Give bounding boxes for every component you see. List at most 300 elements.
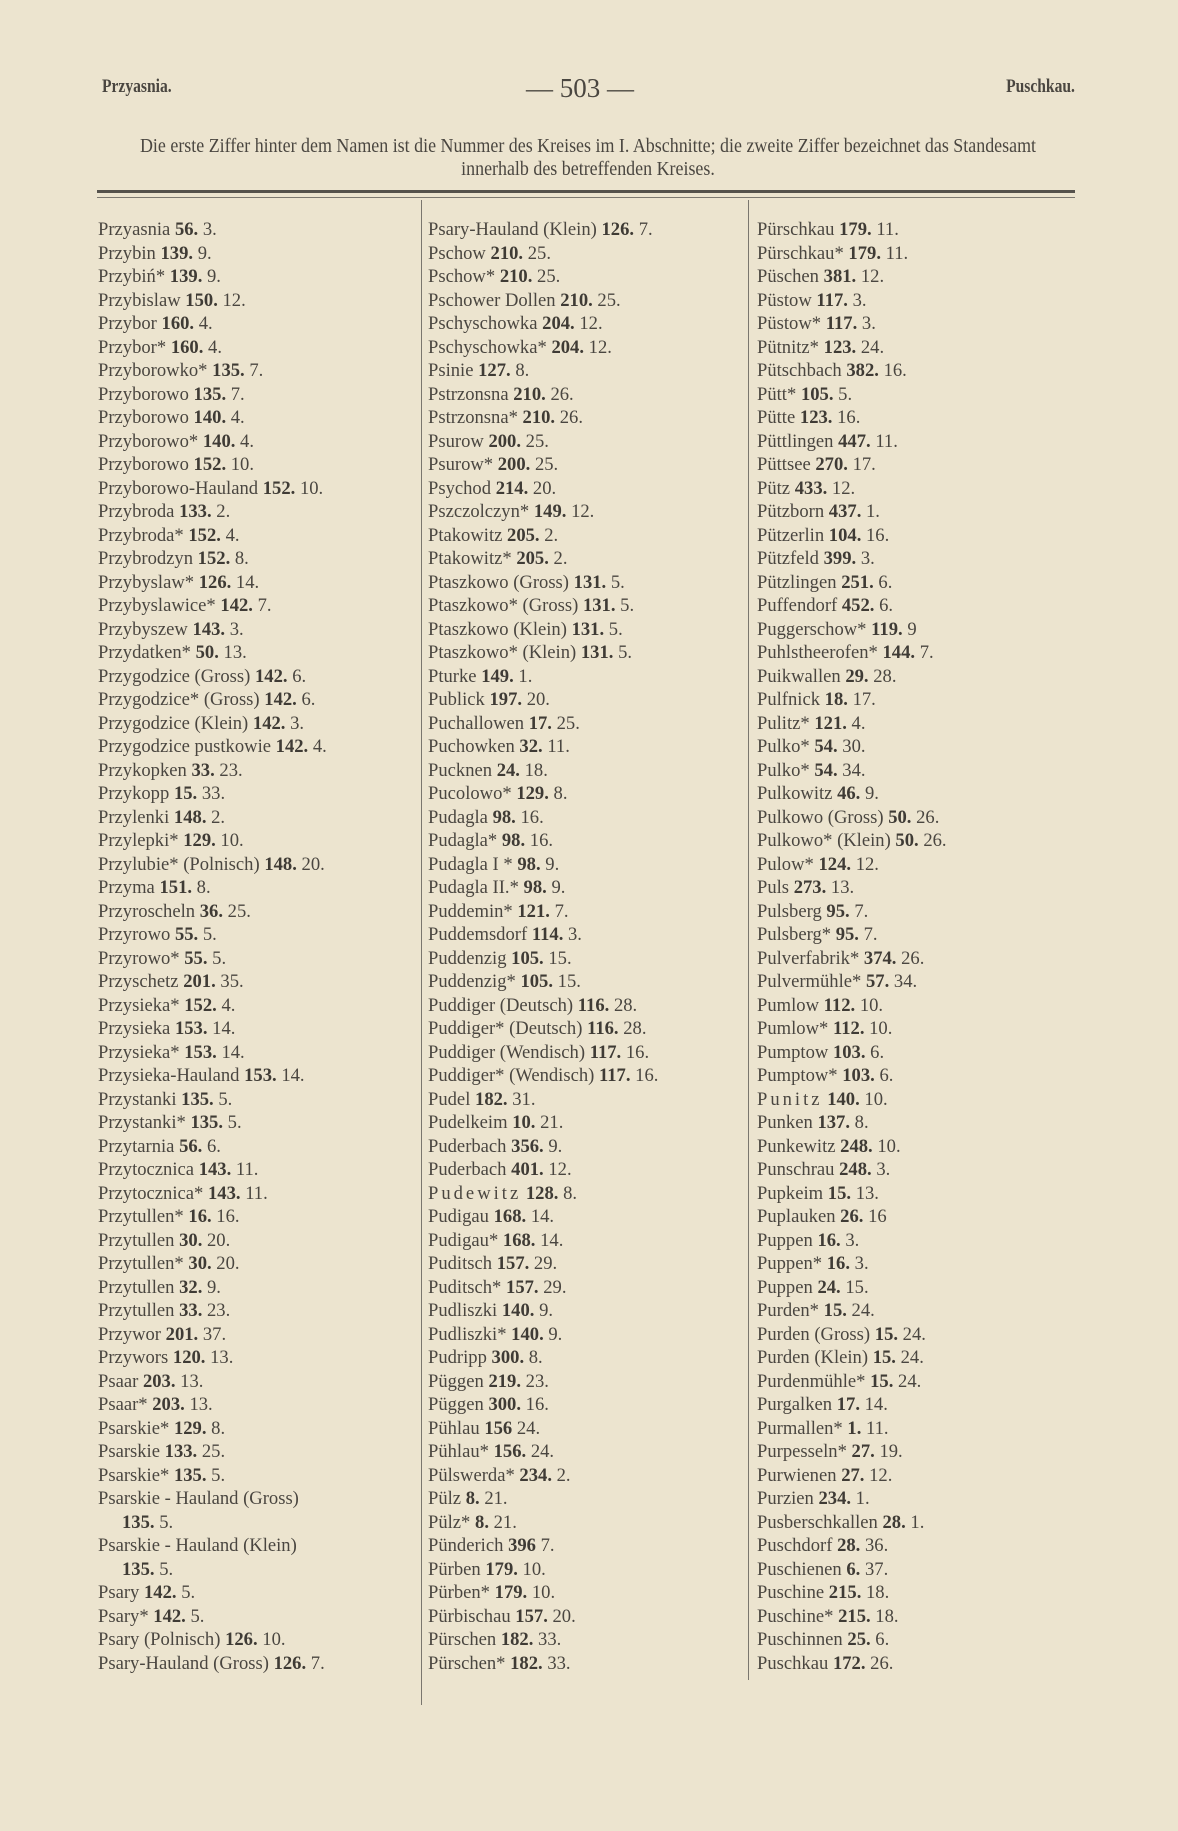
kreis-number: 15. <box>173 783 198 804</box>
place-name: Puls <box>757 877 790 898</box>
place-name: Purden (Gross) <box>757 1323 871 1345</box>
standesamt-number: 17. <box>852 689 876 710</box>
standesamt-number: 5. <box>620 595 635 616</box>
standesamt-number: 17. <box>852 454 876 475</box>
place-name: Pützborn <box>757 501 825 522</box>
place-name: Przygodzice* (Gross) <box>98 689 260 710</box>
kreis-number: 121. <box>517 900 550 922</box>
kreis-number: 160. <box>170 336 204 358</box>
place-name: Pudel <box>428 1088 471 1110</box>
running-head-first-entry: Przyasnia. <box>102 76 172 97</box>
kreis-number: 129. <box>516 783 549 804</box>
place-name: Puschine* <box>757 1605 834 1627</box>
index-entry <box>428 1064 746 1088</box>
place-name: Puddenzig <box>428 947 507 969</box>
place-name: Puschdorf <box>757 1535 833 1556</box>
kreis-number: 28. <box>882 1511 906 1533</box>
kreis-number: 201. <box>183 971 216 992</box>
kreis-number: 248. <box>839 1159 872 1180</box>
kreis-number: 251. <box>841 571 874 593</box>
index-entry <box>757 759 1075 783</box>
index-entry <box>757 1534 1075 1558</box>
standesamt-number: 25. <box>556 712 580 734</box>
standesamt-number: 8. <box>234 548 249 569</box>
standesamt-number: 24. <box>530 1441 555 1462</box>
kreis-number: 103. <box>832 1041 866 1063</box>
standesamt-number: 6. <box>879 1065 894 1086</box>
place-name: Pürschen <box>428 1629 497 1650</box>
standesamt-number: 33. <box>547 1652 571 1674</box>
index-entry <box>428 594 746 618</box>
kreis-number: 143. <box>198 1159 232 1180</box>
kreis-number: 50. <box>195 642 219 663</box>
standesamt-number: 25. <box>527 242 551 264</box>
kreis-number: 140. <box>193 407 227 428</box>
index-entry <box>98 524 420 548</box>
place-name: Przyborowo-Hauland <box>98 477 259 499</box>
index-entry <box>428 1487 746 1511</box>
index-entry <box>98 1581 420 1605</box>
kreis-number: 210. <box>513 383 546 405</box>
kreis-number: 56. <box>179 1135 203 1157</box>
place-name: Przylepki* <box>98 830 179 851</box>
place-name: Przybyslawice* <box>98 595 216 616</box>
kreis-number: 148. <box>173 806 207 828</box>
index-entry <box>757 524 1075 548</box>
standesamt-number: 11. <box>235 1159 259 1180</box>
standesamt-number: 7. <box>554 900 569 922</box>
place-name: Puschinnen <box>757 1629 843 1650</box>
standesamt-number: 2. <box>216 501 231 522</box>
place-name: Pulvermühle* <box>757 971 862 992</box>
kreis-number: 142. <box>143 1582 177 1603</box>
index-entry <box>757 1017 1075 1041</box>
place-name: Pütnitz* <box>757 336 819 358</box>
index-entry <box>757 1393 1075 1417</box>
place-name: Pulkowo* (Klein) <box>757 830 891 851</box>
place-name: Przybrodzyn <box>98 548 194 569</box>
index-entry <box>98 1487 420 1534</box>
standesamt-number: 10. <box>262 1629 286 1650</box>
standesamt-number: 16. <box>529 830 554 851</box>
kreis-number: 204. <box>551 336 584 358</box>
index-entry <box>757 1299 1075 1323</box>
index-entry <box>98 453 420 477</box>
place-name: Puddiger (Wendisch) <box>428 1041 586 1063</box>
kreis-number: 112. <box>823 994 856 1016</box>
standesamt-number: 18. <box>875 1605 899 1627</box>
index-entry <box>428 853 746 877</box>
kreis-number: 210. <box>560 289 593 311</box>
standesamt-number: 28. <box>613 994 638 1016</box>
kreis-number: 24. <box>496 759 520 781</box>
standesamt-number: 8. <box>528 1347 543 1368</box>
kreis-number: 179. <box>839 219 872 240</box>
standesamt-number: 5. <box>159 1511 174 1533</box>
standesamt-number: 12. <box>860 266 885 287</box>
standesamt-number: 2. <box>544 524 559 546</box>
kreis-number: 168. <box>493 1206 527 1227</box>
column-divider <box>748 200 749 1680</box>
place-name: Przykopp <box>98 783 170 804</box>
standesamt-number: 11. <box>876 219 899 240</box>
index-entry <box>98 829 420 853</box>
standesamt-number: 21. <box>484 1488 508 1509</box>
kreis-number: 182. <box>475 1088 508 1110</box>
standesamt-number: 37. <box>864 1558 889 1580</box>
index-entry <box>757 1111 1075 1135</box>
index-entry <box>757 571 1075 595</box>
kreis-number: 36. <box>199 900 223 922</box>
index-entry <box>98 970 420 994</box>
place-name: Purden (Klein) <box>757 1347 869 1368</box>
kreis-number: 382. <box>846 360 879 381</box>
kreis-number: 98. <box>517 853 541 875</box>
kreis-number: 16. <box>826 1253 850 1274</box>
header-rule-thin <box>97 197 1075 198</box>
kreis-number: 126. <box>601 219 635 240</box>
place-name: Przybor* <box>98 336 167 358</box>
kreis-number: 135. <box>190 1112 223 1133</box>
standesamt-number: 26. <box>550 383 574 405</box>
kreis-number: 210. <box>490 242 524 264</box>
index-entry <box>757 829 1075 853</box>
place-name: Przybroda* <box>98 524 184 546</box>
place-name: Pulko* <box>757 759 810 781</box>
place-name: Pürschkau <box>757 219 835 240</box>
kreis-number: 142. <box>153 1605 186 1627</box>
index-entry <box>428 806 746 830</box>
standesamt-number: 26. <box>559 407 583 428</box>
standesamt-number: 20. <box>216 1253 240 1274</box>
kreis-number: 112. <box>832 1018 865 1039</box>
place-name: Przyasnia <box>98 219 171 240</box>
standesamt-number: 24. <box>851 1300 875 1321</box>
kreis-number: 133. <box>164 1441 198 1462</box>
place-name: Przybroda <box>98 501 175 522</box>
index-entry <box>757 1088 1075 1112</box>
standesamt-number: 9. <box>864 783 879 804</box>
standesamt-number: 11. <box>885 242 909 264</box>
index-entry <box>428 1370 746 1394</box>
standesamt-number: 3. <box>852 289 867 311</box>
place-name: Psurow* <box>428 454 494 475</box>
kreis-number: 131. <box>571 618 605 640</box>
standesamt-number: 12. <box>571 501 595 522</box>
index-entry <box>98 430 420 454</box>
kreis-number: 140. <box>827 1088 860 1110</box>
index-entry <box>98 594 420 618</box>
place-name: Püggen <box>428 1370 484 1392</box>
kreis-number: 56. <box>174 219 199 240</box>
kreis-number: 142. <box>275 736 309 757</box>
kreis-number: 135. <box>181 1088 214 1110</box>
index-entry <box>428 1581 746 1605</box>
place-name: Puddemsdorf <box>428 924 528 945</box>
place-name: Pützfeld <box>757 548 819 569</box>
index-entry <box>98 242 420 266</box>
place-name: Przyborowo* <box>98 430 199 452</box>
place-name: Psychod <box>428 477 492 499</box>
kreis-number: 142. <box>220 595 253 616</box>
kreis-number: 8. <box>475 1511 489 1533</box>
place-name: Pschow* <box>428 266 496 287</box>
kreis-number: 103. <box>842 1065 875 1086</box>
standesamt-number: 11. <box>547 736 570 757</box>
kreis-number: 135. <box>173 1464 207 1486</box>
place-name: Psary <box>98 1582 140 1603</box>
place-name: Punkewitz <box>757 1135 836 1157</box>
header-rule-thick <box>97 190 1075 193</box>
place-name: Przygodzice (Klein) <box>98 712 249 734</box>
standesamt-number: 5. <box>212 947 227 969</box>
kreis-number: 234. <box>519 1464 552 1486</box>
kreis-number: 234. <box>818 1488 852 1509</box>
index-column-1 <box>98 218 420 1675</box>
standesamt-number: 23. <box>525 1370 549 1392</box>
standesamt-number: 12. <box>222 289 246 311</box>
place-name: Purzien <box>757 1488 814 1509</box>
standesamt-number: 10. <box>522 1558 546 1580</box>
place-name: Pützerlin <box>757 524 825 546</box>
place-name: Pulfnick <box>757 689 821 710</box>
place-name: Psarskie <box>98 1441 160 1462</box>
standesamt-number: 14. <box>530 1206 555 1227</box>
kreis-number: 128. <box>525 1182 559 1204</box>
kreis-number: 157. <box>506 1276 539 1298</box>
kreis-number: 28. <box>837 1535 861 1556</box>
index-entry <box>757 594 1075 618</box>
index-entry <box>98 1205 420 1229</box>
kreis-number: 104. <box>828 524 862 546</box>
place-name: Pühlau* <box>428 1441 489 1462</box>
standesamt-number: 30. <box>842 736 866 757</box>
place-name: Psary (Polnisch) <box>98 1629 221 1650</box>
kreis-number: 131. <box>573 571 607 593</box>
place-name: Pudagla <box>428 806 488 828</box>
kreis-number: 24. <box>817 1276 841 1298</box>
standesamt-number: 9 <box>907 618 917 640</box>
index-entry <box>98 712 420 736</box>
place-name: Pützlingen <box>757 571 837 593</box>
index-entry <box>757 1229 1075 1253</box>
kreis-number: 197. <box>489 689 523 710</box>
index-entry <box>98 735 420 759</box>
index-entry <box>428 218 746 242</box>
standesamt-number: 3. <box>202 219 217 240</box>
standesamt-number: 14. <box>221 1041 245 1063</box>
standesamt-number: 10. <box>299 477 324 499</box>
kreis-number: 152. <box>262 477 296 499</box>
kreis-number: 54. <box>814 736 838 757</box>
kreis-number: 205. <box>507 524 540 546</box>
place-name: Pudewitz <box>428 1182 522 1204</box>
index-entry <box>428 1205 746 1229</box>
kreis-number: 374. <box>863 947 897 969</box>
index-entry <box>428 641 746 665</box>
intro-note: Die erste Ziffer hinter dem Namen ist die Nummer des Kreises im I. Abschnitte; die zweite Ziffer bezeichnet das Standesamt innerhalb des betreffenden Kreises. <box>139 136 1037 180</box>
standesamt-number: 4. <box>221 994 236 1016</box>
place-name: Pülz <box>428 1488 462 1509</box>
index-entry <box>428 430 746 454</box>
index-entry <box>428 1464 746 1488</box>
index-entry <box>98 1229 420 1253</box>
index-entry <box>757 1558 1075 1582</box>
standesamt-number: 29. <box>543 1276 567 1298</box>
index-entry <box>98 500 420 524</box>
index-entry <box>757 406 1075 430</box>
kreis-number: 157. <box>515 1605 548 1627</box>
index-entry <box>98 1393 420 1417</box>
place-name: Puditsch <box>428 1253 493 1274</box>
standesamt-number: 21. <box>540 1112 564 1133</box>
place-name: Pulkowitz <box>757 783 833 804</box>
index-entry <box>757 1158 1075 1182</box>
place-name: Puschienen <box>757 1558 842 1580</box>
standesamt-number: 3. <box>860 548 875 569</box>
standesamt-number: 6. <box>301 689 316 710</box>
standesamt-number: 28. <box>873 665 897 687</box>
index-entry <box>757 1370 1075 1394</box>
standesamt-number: 18. <box>524 759 548 781</box>
kreis-number: 182. <box>500 1629 534 1650</box>
index-entry <box>428 1252 746 1276</box>
place-name: Pulko* <box>757 736 810 757</box>
index-entry <box>757 1041 1075 1065</box>
kreis-number: 17. <box>836 1394 860 1415</box>
place-name: Pulsberg* <box>757 924 832 945</box>
kreis-number: 215. <box>838 1605 871 1627</box>
kreis-number: 210. <box>499 266 533 287</box>
index-entry <box>428 1158 746 1182</box>
place-name: Pudelkeim <box>428 1112 508 1133</box>
kreis-number: 55. <box>174 924 199 945</box>
standesamt-number: 1. <box>855 1488 870 1509</box>
standesamt-number: 9. <box>545 853 560 875</box>
index-entry <box>428 1088 746 1112</box>
kreis-number: 399. <box>823 548 857 569</box>
kreis-number: 131. <box>582 595 616 616</box>
standesamt-number: 14. <box>540 1229 564 1251</box>
standesamt-number: 16. <box>520 806 544 828</box>
standesamt-number: 12. <box>548 1159 572 1180</box>
standesamt-number: 16. <box>837 407 861 428</box>
standesamt-number: 6. <box>206 1135 221 1157</box>
index-entry <box>98 1534 420 1581</box>
index-entry <box>428 994 746 1018</box>
index-entry <box>428 618 746 642</box>
kreis-number: 32. <box>179 1276 203 1298</box>
kreis-number: 200. <box>488 430 521 452</box>
index-entry <box>98 477 420 501</box>
kreis-number: 123. <box>799 407 833 428</box>
place-name: Puchowken <box>428 736 515 757</box>
kreis-number: 148. <box>264 853 297 875</box>
kreis-number: 152. <box>197 548 231 569</box>
place-name: Pumlow* <box>757 1018 829 1039</box>
index-entry <box>98 1088 420 1112</box>
standesamt-number: 2. <box>553 548 568 569</box>
kreis-number: 17. <box>528 712 552 734</box>
kreis-number: 50. <box>895 830 919 851</box>
index-entry <box>757 970 1075 994</box>
place-name: Pütschbach <box>757 360 842 381</box>
standesamt-number: 7. <box>310 1652 325 1674</box>
index-entry <box>98 1299 420 1323</box>
place-name: Purwienen <box>757 1464 837 1486</box>
standesamt-number: 12. <box>588 336 612 358</box>
standesamt-number: 20. <box>552 1605 576 1627</box>
standesamt-number: 5. <box>838 383 853 405</box>
kreis-number: 139. <box>160 242 194 264</box>
place-name: Pudagla II.* <box>428 877 519 898</box>
standesamt-number: 20. <box>532 477 557 499</box>
kreis-number: 203. <box>152 1394 185 1415</box>
index-entry <box>98 806 420 830</box>
kreis-number: 153. <box>244 1065 277 1086</box>
kreis-number: 117. <box>816 289 848 311</box>
place-name: Pschyschowka <box>428 313 538 334</box>
index-entry <box>98 1041 420 1065</box>
standesamt-number: 13. <box>855 1182 879 1204</box>
index-entry <box>757 641 1075 665</box>
index-entry <box>428 500 746 524</box>
place-name: Psaar* <box>98 1394 148 1415</box>
place-name: Przyborowo <box>98 407 189 428</box>
place-name: Psarskie* <box>98 1417 170 1439</box>
index-entry <box>428 1299 746 1323</box>
place-name: Przylubie* (Polnisch) <box>98 853 260 875</box>
kreis-number: 133. <box>179 501 212 522</box>
place-name: Puplauken <box>757 1206 836 1227</box>
place-name: Punitz <box>757 1088 823 1110</box>
place-name: Przywor <box>98 1323 161 1345</box>
standesamt-number: 16. <box>625 1041 650 1063</box>
standesamt-number: 13. <box>223 642 247 663</box>
kreis-number: 204. <box>542 313 575 334</box>
standesamt-number: 16. <box>866 524 890 546</box>
standesamt-number: 21. <box>493 1511 517 1533</box>
kreis-number: 16. <box>817 1229 841 1251</box>
kreis-number: 33. <box>191 759 215 781</box>
kreis-number: 142. <box>264 689 297 710</box>
place-name: Pudagla I * <box>428 853 513 875</box>
place-name: Przytullen* <box>98 1253 184 1274</box>
kreis-number: 123. <box>823 336 857 358</box>
place-name: Przysieka <box>98 1018 171 1039</box>
standesamt-number: 5. <box>190 1605 205 1627</box>
index-entry <box>428 1440 746 1464</box>
kreis-number: 135. <box>122 1558 155 1580</box>
index-entry <box>757 336 1075 360</box>
place-name: Przybor <box>98 313 157 334</box>
place-name: Ptaszkowo (Klein) <box>428 618 567 640</box>
place-name: Przydatken* <box>98 642 191 663</box>
standesamt-number: 7. <box>540 1535 555 1556</box>
standesamt-number: 9. <box>548 1135 563 1157</box>
kreis-number: 160. <box>161 313 195 334</box>
index-entry <box>757 1252 1075 1276</box>
standesamt-number: 4. <box>851 712 866 734</box>
kreis-number: 95. <box>826 900 850 922</box>
standesamt-number: 16 <box>868 1206 887 1227</box>
standesamt-number: 10. <box>864 1088 888 1110</box>
standesamt-number: 8. <box>211 1417 226 1439</box>
kreis-number: 8. <box>465 1488 480 1509</box>
kreis-number: 105. <box>800 383 834 405</box>
index-column-3 <box>757 218 1075 1675</box>
index-entry <box>757 1417 1075 1441</box>
